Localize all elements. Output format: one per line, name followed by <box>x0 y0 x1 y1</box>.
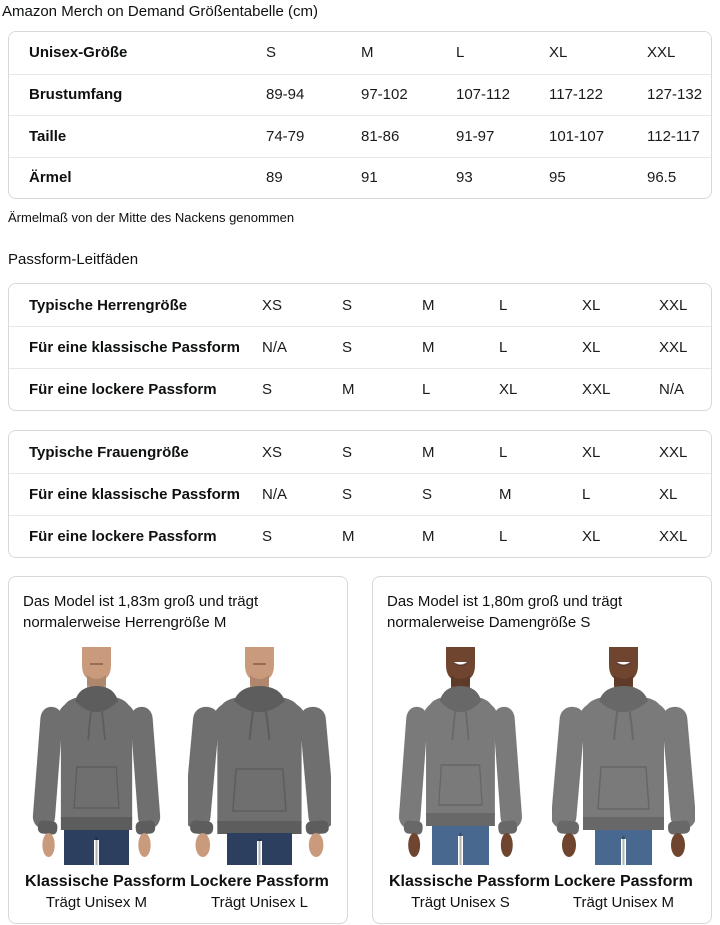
size-cell: L <box>456 44 465 62</box>
table-row <box>9 74 711 116</box>
fit-caption: Klassische Passform <box>389 873 550 890</box>
measure-cell: 107-112 <box>456 86 510 104</box>
table-row <box>9 431 711 473</box>
measure-cell: 89 <box>266 169 283 187</box>
size-cell: XL <box>582 528 601 545</box>
hoodie <box>188 686 331 857</box>
measure-cell: 91 <box>361 169 378 187</box>
model-description: Das Model ist 1,80m groß und trägt normalerweise Damengröße S <box>387 593 623 631</box>
size-cell: XXL <box>582 381 611 398</box>
table-row <box>9 515 711 557</box>
size-cell: XL <box>582 443 601 461</box>
measure-cell: 127-132 <box>647 86 703 104</box>
measure-cell: 95 <box>549 169 566 187</box>
model-description: Das Model ist 1,83m groß und trägt normalerweise Herrengröße M <box>23 593 259 631</box>
model-photo-classic-fit <box>25 647 168 865</box>
table-row <box>9 326 711 368</box>
size-caption: Trägt Unisex M <box>45 894 148 911</box>
size-cell: M <box>361 44 374 62</box>
table-row <box>9 32 711 74</box>
table-row <box>9 473 711 515</box>
fit-caption: Klassische Passform <box>25 873 186 890</box>
table-row <box>9 284 711 326</box>
model-figure-classic <box>389 647 550 911</box>
model-photo-loose-fit <box>188 647 331 865</box>
size-cell: N/A <box>262 486 288 503</box>
size-cell: XS <box>262 443 283 461</box>
model-card-men <box>8 576 348 924</box>
model-cards <box>8 576 712 924</box>
table-row <box>9 368 711 410</box>
row-label: Für eine lockere Passform <box>29 528 217 545</box>
jeans <box>64 830 129 865</box>
measure-cell: 81-86 <box>361 127 400 145</box>
measure-cell: 117-122 <box>549 86 603 104</box>
page-title: Amazon Merch on Demand Größentabelle (cm) <box>2 3 318 20</box>
size-cell: M <box>422 528 435 545</box>
model-figure-loose <box>188 647 331 911</box>
size-cell: XXL <box>659 443 688 461</box>
mens-fit-table <box>8 283 712 411</box>
size-cell: S <box>342 443 353 461</box>
womens-fit-table <box>8 430 712 558</box>
figures-row <box>385 647 699 911</box>
row-label: Brustumfang <box>29 86 123 104</box>
size-cell: XL <box>582 339 601 356</box>
size-cell: M <box>422 339 435 356</box>
row-label: Taille <box>29 127 67 145</box>
size-caption: Trägt Unisex L <box>211 894 308 911</box>
measure-cell: 101-107 <box>549 127 605 145</box>
size-cell: XL <box>549 44 568 62</box>
measure-cell: 74-79 <box>266 127 305 145</box>
size-caption: Trägt Unisex M <box>572 894 675 911</box>
size-cell: M <box>342 381 355 398</box>
fit-guides-heading: Passform-Leitfäden <box>8 251 139 268</box>
model-figure-loose <box>552 647 695 911</box>
size-cell: XXL <box>659 339 688 356</box>
row-label: Für eine klassische Passform <box>29 486 240 503</box>
measure-cell: 96.5 <box>647 169 677 187</box>
row-label: Für eine lockere Passform <box>29 381 217 398</box>
size-cell: L <box>499 296 508 314</box>
jeans <box>595 830 652 865</box>
measure-cell: 89-94 <box>266 86 305 104</box>
size-cell: N/A <box>262 339 288 356</box>
jeans <box>432 826 489 865</box>
measure-cell: 93 <box>456 169 473 187</box>
size-cell: M <box>499 486 512 503</box>
measure-cell: 112-117 <box>647 127 700 145</box>
row-label: Für eine klassische Passform <box>29 339 240 356</box>
size-cell: S <box>342 339 353 356</box>
size-cell: XXL <box>647 44 676 62</box>
figures-row <box>21 647 335 911</box>
size-cell: M <box>422 296 435 314</box>
model-card-women <box>372 576 712 924</box>
size-cell: XL <box>659 486 678 503</box>
jeans <box>227 833 292 865</box>
size-caption: Trägt Unisex S <box>411 894 510 911</box>
unisex-size-table <box>8 31 712 199</box>
size-cell: S <box>342 296 353 314</box>
size-cell: XL <box>582 296 601 314</box>
table-row <box>9 157 711 199</box>
size-cell: M <box>342 528 355 545</box>
row-label: Typische Frauengröße <box>29 443 189 461</box>
size-cell: L <box>499 528 508 545</box>
size-cell: S <box>266 44 277 62</box>
size-cell: XS <box>262 296 283 314</box>
table-row <box>9 115 711 157</box>
size-cell: L <box>499 339 508 356</box>
model-photo-classic-fit <box>389 647 532 865</box>
row-label: Ärmel <box>29 169 72 187</box>
model-figure-classic <box>25 647 186 911</box>
size-cell: L <box>582 486 591 503</box>
fit-caption: Lockere Passform <box>554 873 693 890</box>
size-cell: N/A <box>659 381 685 398</box>
size-cell: XXL <box>659 296 688 314</box>
size-cell: M <box>422 443 435 461</box>
size-cell: XL <box>499 381 518 398</box>
size-cell: S <box>262 381 273 398</box>
model-photo-loose-fit <box>552 647 695 865</box>
size-cell: L <box>422 381 431 398</box>
sleeve-note: Ärmelmaß von der Mitte des Nackens genommen <box>8 210 295 225</box>
size-cell: L <box>499 443 508 461</box>
row-label: Typische Herrengröße <box>29 296 188 314</box>
size-cell: S <box>342 486 353 503</box>
measure-cell: 91-97 <box>456 127 495 145</box>
fit-caption: Lockere Passform <box>190 873 329 890</box>
measure-cell: 97-102 <box>361 86 408 104</box>
size-cell: XXL <box>659 528 688 545</box>
size-cell: S <box>422 486 433 503</box>
size-cell: S <box>262 528 273 545</box>
row-label: Unisex-Größe <box>29 44 128 62</box>
